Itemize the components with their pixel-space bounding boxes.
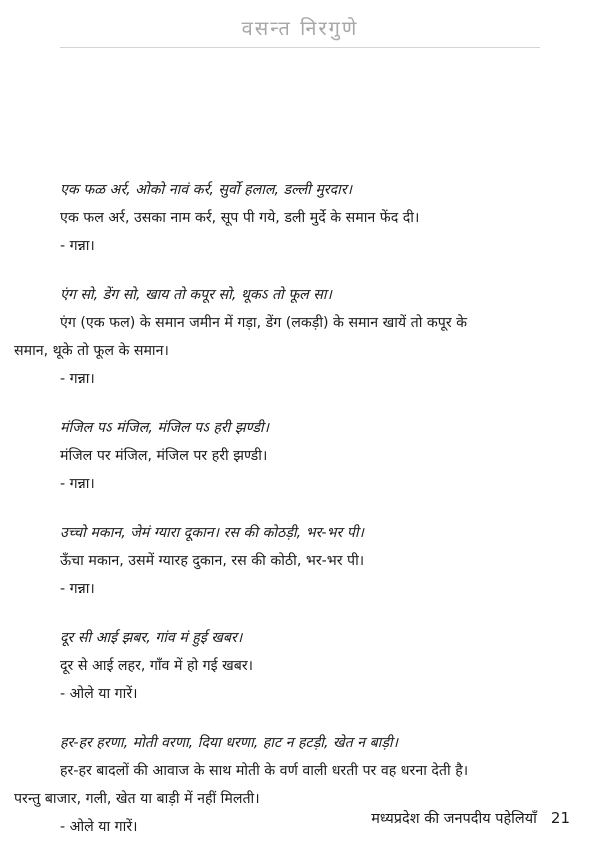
riddle-translation-continued: समान, थूके तो फूल के समान। [14, 343, 169, 359]
riddle-2 [0, 281, 600, 393]
riddle-1 [0, 176, 600, 260]
riddle-5 [0, 624, 600, 708]
book-title: मध्यप्रदेश की जनपदीय पहेलियाँ [371, 811, 537, 827]
riddle-answer: - ओले या गारें। [60, 686, 138, 702]
riddle-answer: - गन्ना। [60, 581, 95, 597]
riddle-translation: एक फल अर्र, उसका नाम कर्र, सूप पी गये, डली मुर्दे के समान फेंद दी। [60, 210, 420, 226]
riddle-original: एंग सो, डेंग सो, खाय तो कपूर सो, थूकऽ तो फूल सा। [60, 287, 332, 303]
header-divider [60, 47, 540, 48]
riddle-translation-continued: परन्तु बाजार, गली, खेत या बाड़ी में नहीं मिलती। [14, 791, 260, 807]
riddle-list [0, 176, 600, 862]
riddle-answer: - गन्ना। [60, 476, 95, 492]
riddle-translation: मंजिल पर मंजिल, मंजिल पर हरी झण्डी। [60, 448, 268, 464]
riddle-translation: एंग (एक फल) के समान जमीन में गड़ा, डेंग (लकड़ी) के समान खायें तो कपूर के [60, 315, 468, 331]
riddle-original: मंजिल पऽ मंजिल, मंजिल पऽ हरी झण्डी। [60, 420, 269, 436]
riddle-original: उच्चो मकान, जेमं ग्यारा दूकान। रस की कोठड़ी, भर-भर पी। [60, 525, 364, 541]
riddle-4 [0, 519, 600, 603]
riddle-translation: हर-हर बादलों की आवाज के साथ मोती के वर्ण वाली धरती पर वह धरना देती है। [60, 763, 469, 779]
riddle-original: दूर सी आई झबर, गांव मं हुई खबर। [60, 630, 243, 646]
riddle-original: हर-हर हरणा, मोती वरणा, दिया धरणा, हाट न हटड़ी, खेत न बाड़ी। [60, 735, 398, 751]
riddle-answer: - गन्ना। [60, 371, 95, 387]
riddle-answer: - गन्ना। [60, 238, 95, 254]
page-footer [371, 808, 570, 828]
riddle-3 [0, 414, 600, 498]
riddle-original: एक फळ अर्र, ओको नावं कर्र, सुर्वो हलाल, डल्ली मुरदार। [60, 182, 352, 198]
riddle-translation: ऊँचा मकान, उसमें ग्यारह दुकान, रस की कोठी, भर-भर पी। [60, 553, 365, 569]
running-head: वसन्त निरगुणे [241, 16, 359, 40]
page-number: 21 [550, 809, 570, 827]
riddle-answer: - ओले या गारें। [60, 819, 138, 835]
riddle-translation: दूर से आई लहर, गाँव में हो गई खबर। [60, 658, 254, 674]
